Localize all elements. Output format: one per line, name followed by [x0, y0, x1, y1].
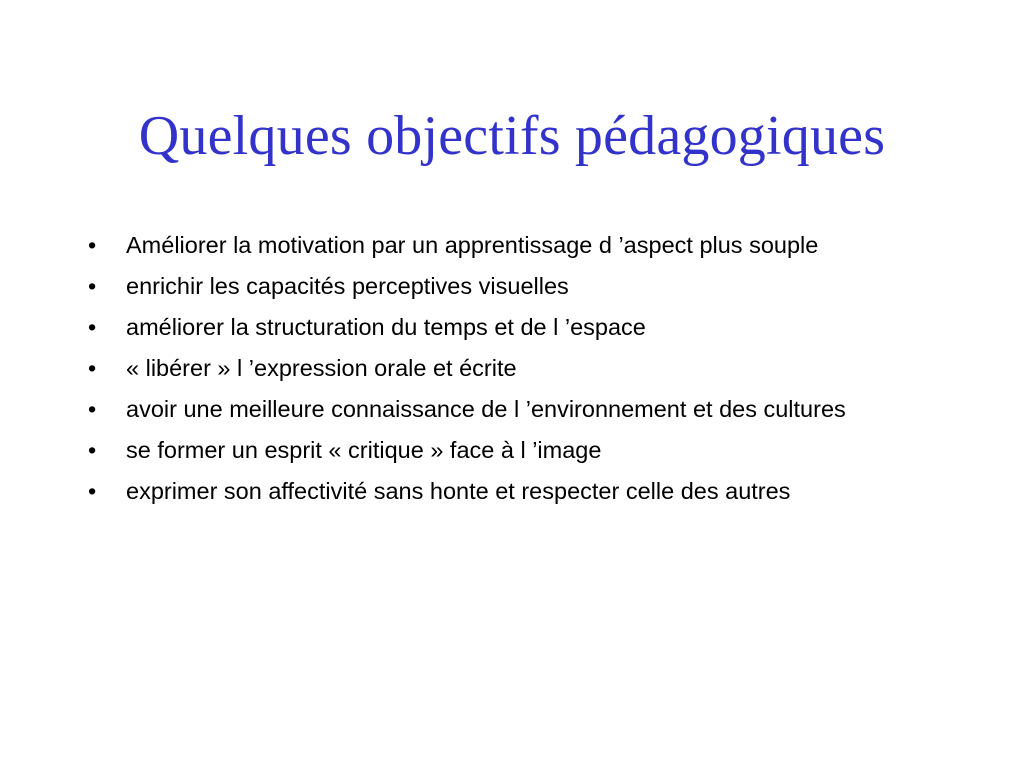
bullet-icon: •: [88, 232, 97, 258]
bullet-icon: •: [88, 478, 97, 504]
bullet-list: [86, 228, 966, 515]
list-item: [86, 228, 966, 262]
list-item: [86, 474, 966, 508]
bullet-text: « libérer » l ’expression orale et écrite: [126, 355, 517, 381]
list-item: [86, 269, 966, 303]
bullet-icon: •: [88, 396, 97, 422]
bullet-icon: •: [88, 314, 97, 340]
list-item: [86, 351, 966, 385]
bullet-text: améliorer la structuration du temps et de l ’espace: [126, 314, 646, 340]
list-item: [86, 392, 966, 426]
bullet-icon: •: [88, 437, 97, 463]
list-item: [86, 433, 966, 467]
bullet-text: avoir une meilleure connaissance de l ’environnement et des cultures: [126, 396, 846, 422]
bullet-text: se former un esprit « critique » face à l ’image: [126, 437, 602, 463]
bullet-text: Améliorer la motivation par un apprentissage d ’aspect plus souple: [126, 232, 819, 258]
bullet-icon: •: [88, 355, 97, 381]
bullet-text: exprimer son affectivité sans honte et respecter celle des autres: [126, 478, 791, 504]
slide-title: Quelques objectifs pédagogiques: [138, 105, 886, 167]
bullet-icon: •: [88, 273, 97, 299]
list-item: [86, 310, 966, 344]
bullet-text: enrichir les capacités perceptives visuelles: [126, 273, 569, 299]
